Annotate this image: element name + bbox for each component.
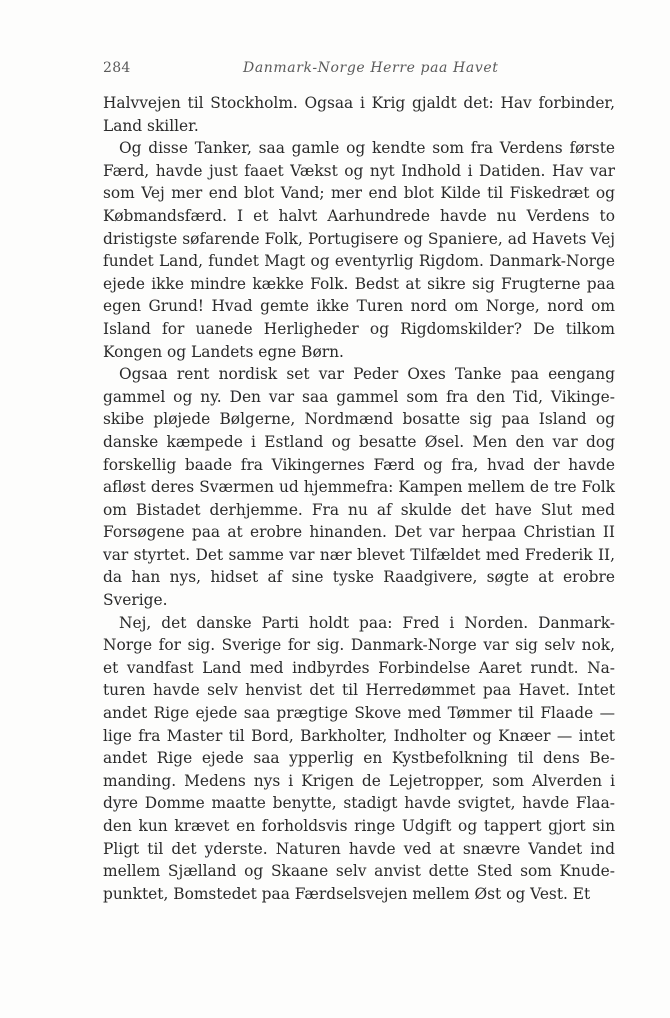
paragraph-continuation: Halvvejen til Stockholm. Ogsaa i Krig gjaldt det: Hav forbinder, Land skiller. bbox=[103, 94, 615, 135]
running-title: Danmark-Norge Herre paa Havet bbox=[243, 60, 499, 76]
body-text bbox=[103, 92, 615, 905]
paragraph: Og disse Tanker, saa gamle og kendte som fra Verdens første Færd, havde just faaet Vækst og nyt Indhold i Datiden. Hav var som Vej mer end blot Vand; mer end blot Kilde til Fiskedræt og Købmandsfærd. I et halvt Aarhundrede havde nu Verdens to dristigste søfarende Folk, Portugisere og Spaniere, ad Havets Vej fundet Land, fundet Magt og eventyrlig Rigdom. Danmark-Norge ejede ikke mindre kække Folk. Bedst at sikre sig Frugterne paa egen Grund! Hvad gemte ikke Turen nord om Norge, nord om Island for uanede Herligheder og Rigdomskilder? De tilkom Kongen og Landets egne Børn. bbox=[103, 139, 615, 361]
page-header bbox=[103, 60, 615, 82]
paragraph: Nej, det danske Parti holdt paa: Fred i Norden. Danmark-Norge for sig. Sverige for sig. Danmark-Norge var sig selv nok, et vandfast Land med indbyrdes Forbindelse Aaret rundt. Naturen havde selv henvist det til Herredømmet paa Havet. Intet andet Rige ejede saa prægtige Skove med Tømmer til Flaade — lige fra Master til Bord, Barkholter, Indholter og Knæer — intet andet Rige ejede saa ypperlig en Kystbefolkning til dens Bemanding. Medens nys i Krigen de Lejetropper, som Alverden i dyre Domme maatte benytte, stadigt havde svigtet, havde Flaaden kun krævet en forholdsvis ringe Udgift og tappert gjort sin Pligt til det yderste. Naturen havde ved at snævre Vandet ind mellem Sjælland og Skaane selv anvist dette Sted som Knudepunktet, Bomstedet paa Færdselsvejen mellem Øst og Vest. Et bbox=[103, 613, 615, 903]
page-number: 284 bbox=[103, 60, 131, 76]
paragraph: Ogsaa rent nordisk set var Peder Oxes Tanke paa eengang gammel og ny. Den var saa gammel som fra den Tid, Vikingeskibe pløjede Bølgerne, Nordmænd bosatte sig paa Island og danske kæmpede i Estland og besatte Øsel. Men den var dog forskellig baade fra Vikingernes Færd og fra, hvad der havde afløst deres Sværmen ud hjemmefra: Kampen mellem de tre Folk om Bistadet derhjemme. Fra nu af skulde det have Slut med Forsøgene paa at erobre hinanden. Det var herpaa Christian II var styrtet. Det samme var nær blevet Tilfældet med Frederik II, da han nys, hidset af sine tyske Raadgivere, søgte at erobre Sverige. bbox=[103, 365, 615, 610]
